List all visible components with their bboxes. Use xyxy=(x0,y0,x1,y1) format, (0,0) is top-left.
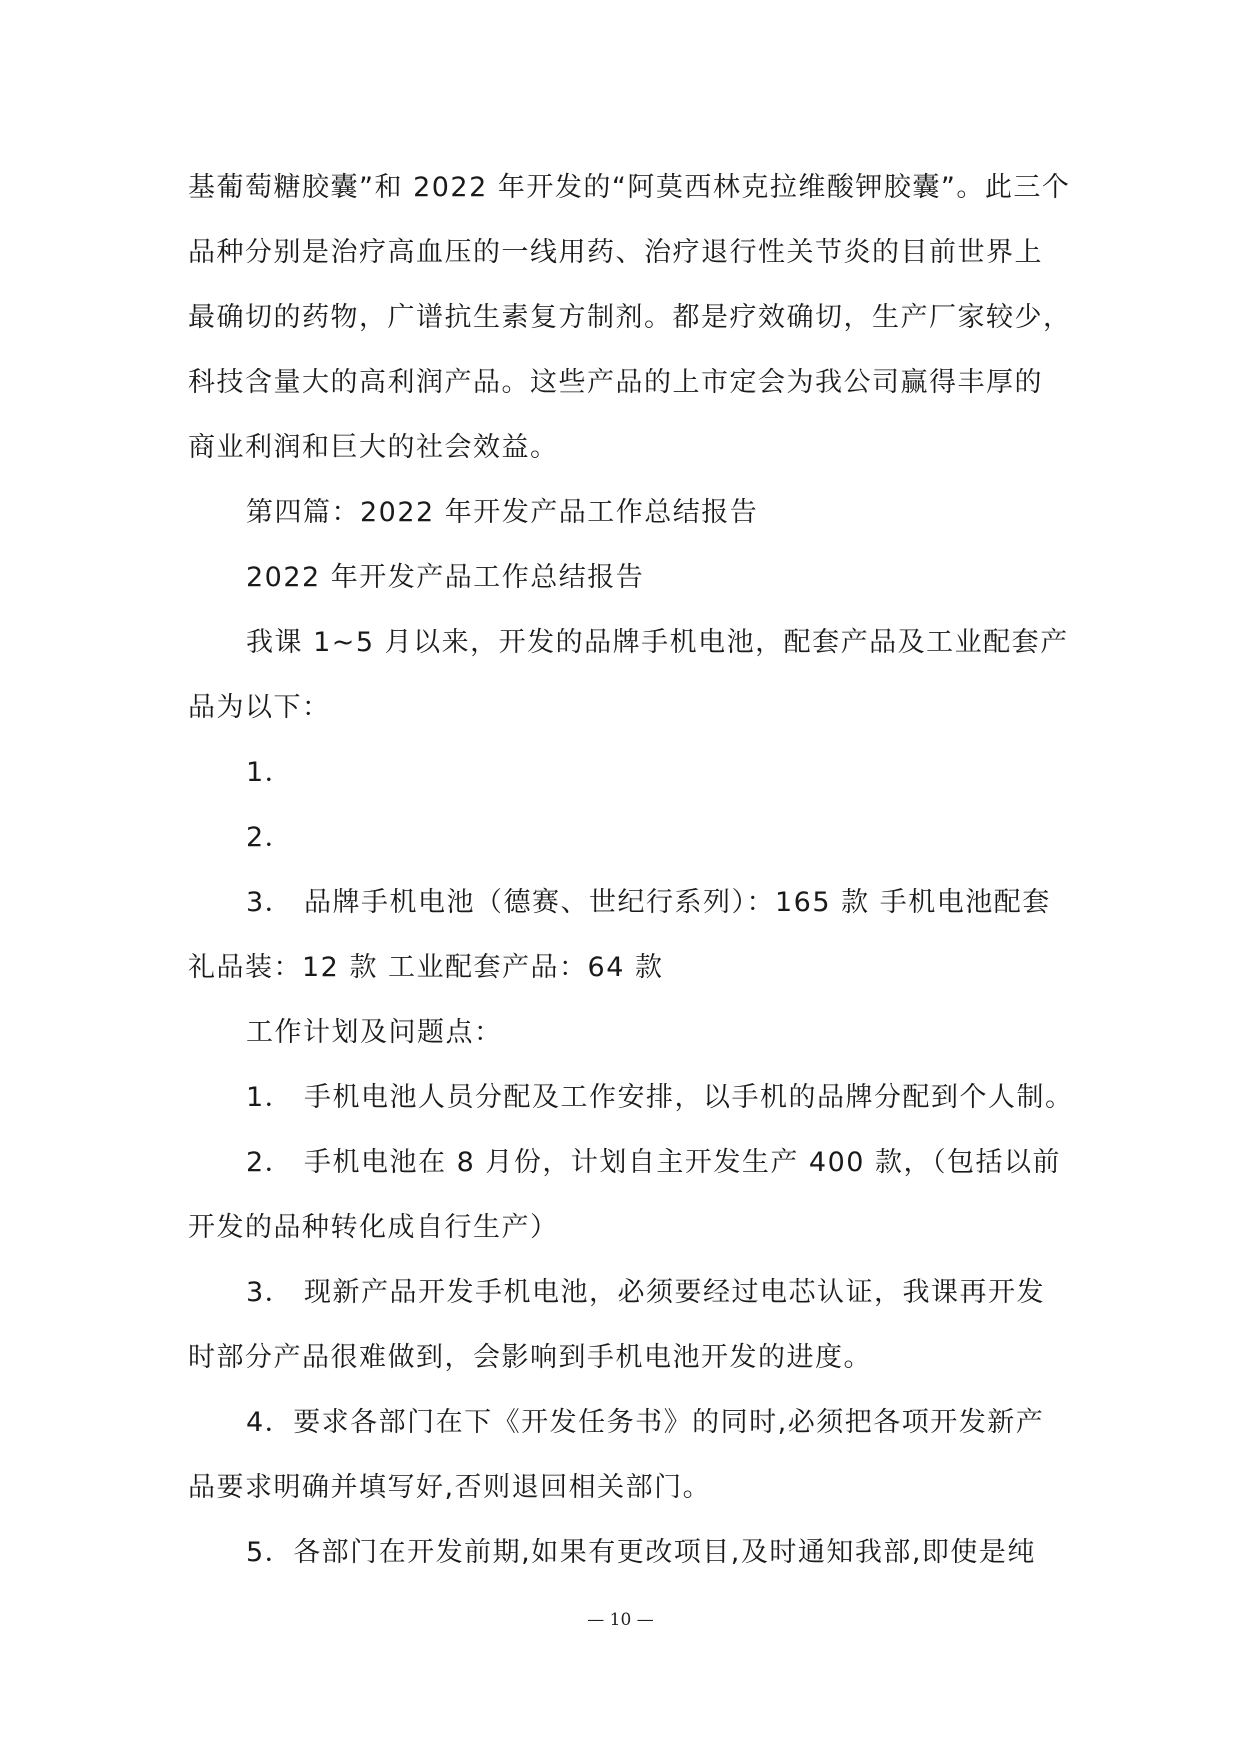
plan-item xyxy=(188,1130,1068,1195)
list-text: 要求各部门在下《开发任务书》的同时,必须把各项开发新产 xyxy=(293,1407,1045,1438)
paragraph-line: 品种分别是治疗高血压的一线用药、治疗退行性关节炎的目前世界上 xyxy=(188,237,1043,268)
product-item xyxy=(188,805,1068,870)
plan-heading: 工作计划及问题点： xyxy=(246,1017,503,1048)
list-number: 2． xyxy=(246,1147,294,1178)
page-number: — 10 — xyxy=(587,1610,654,1630)
list-text: 手机电池在 8 月份，计划自主开发生产 400 款，（包括以前 xyxy=(304,1147,1062,1178)
document-body xyxy=(188,155,1074,1585)
plan-item xyxy=(188,1065,1074,1130)
list-continuation: 时部分产品很难做到，会影响到手机电池开发的进度。 xyxy=(188,1342,872,1373)
plan-item xyxy=(188,1390,1068,1455)
list-number: 1． xyxy=(246,1082,294,1113)
list-number: 4． xyxy=(246,1407,294,1438)
paragraph-line: 科技含量大的高利润产品。这些产品的上市定会为我公司赢得丰厚的 xyxy=(188,367,1043,398)
product-item xyxy=(188,740,1068,805)
list-number: 1． xyxy=(246,757,294,788)
list-continuation: 开发的品种转化成自行生产） xyxy=(188,1212,559,1243)
list-text: 各部门在开发前期,如果有更改项目,及时通知我部,即使是纯 xyxy=(293,1537,1036,1568)
report-title: 2022 年开发产品工作总结报告 xyxy=(246,562,645,593)
list-number: 3． xyxy=(246,1277,294,1308)
paragraph-line: 最确切的药物，广谱抗生素复方制剂。都是疗效确切，生产厂家较少， xyxy=(188,302,1072,333)
list-number: 2． xyxy=(246,822,294,853)
plan-item xyxy=(188,1260,1068,1325)
list-number: 5． xyxy=(246,1537,294,1568)
intro-line: 品为以下： xyxy=(188,692,331,723)
intro-line: 我课 1~5 月以来，开发的品牌手机电池，配套产品及工业配套产 xyxy=(246,627,1069,658)
list-text: 现新产品开发手机电池，必须要经过电芯认证，我课再开发 xyxy=(304,1277,1045,1308)
product-item xyxy=(188,870,1068,935)
list-text: 品牌手机电池（德赛、世纪行系列）：165 款 手机电池配套 xyxy=(304,887,1051,918)
article-heading: 第四篇：2022 年开发产品工作总结报告 xyxy=(246,497,759,528)
paragraph-line: 基葡萄糖胶囊”和 2022 年开发的“阿莫西林克拉维酸钾胶囊”。此三个 xyxy=(188,172,1071,203)
list-number: 3． xyxy=(246,887,294,918)
plan-item xyxy=(188,1520,1068,1585)
list-continuation: 品要求明确并填写好,否则退回相关部门。 xyxy=(188,1472,712,1503)
paragraph-line: 商业利润和巨大的社会效益。 xyxy=(188,432,559,463)
list-text: 手机电池人员分配及工作安排，以手机的品牌分配到个人制。 xyxy=(304,1082,1074,1113)
list-continuation: 礼品装：12 款 工业配套产品：64 款 xyxy=(188,952,664,983)
